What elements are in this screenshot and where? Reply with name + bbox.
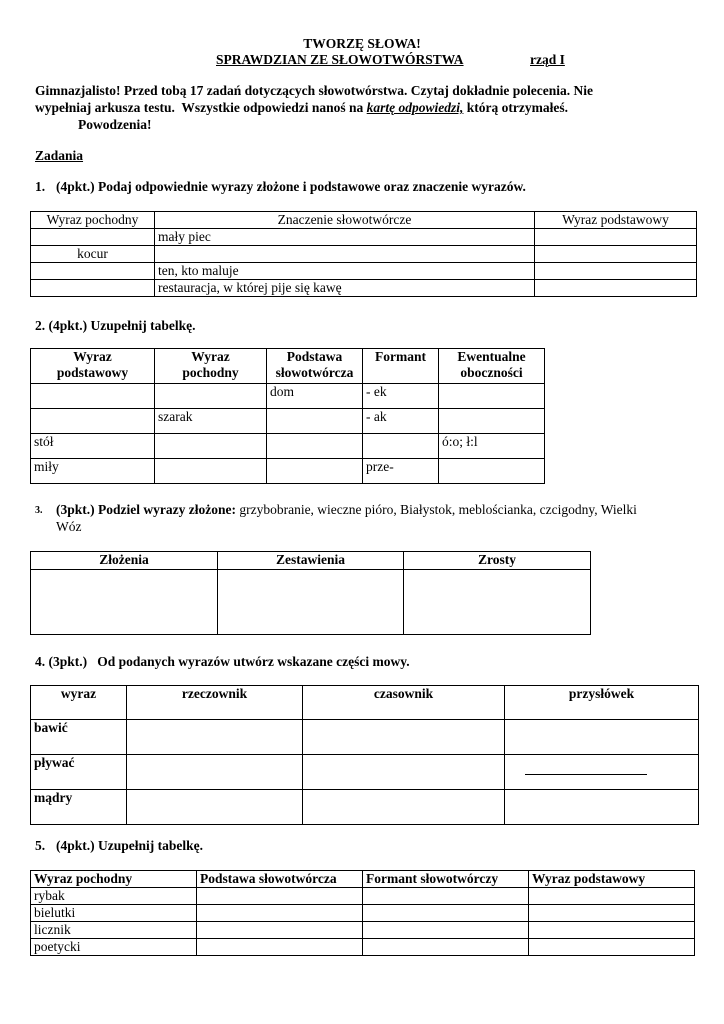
table-cell[interactable] — [127, 790, 303, 825]
table-cell: szarak — [155, 409, 267, 434]
task2-header: Ewentualne oboczności — [439, 349, 545, 384]
task5-header: Wyraz podstawowy — [529, 871, 695, 888]
task1-header: Wyraz pochodny — [31, 212, 155, 229]
task3-number: 3. — [35, 505, 43, 516]
task4-table — [30, 685, 699, 825]
task4-header: rzeczownik — [127, 686, 303, 720]
task4-header: przysłówek — [505, 686, 699, 720]
task2-header: Wyraz podstawowy — [31, 349, 155, 384]
task2-header: Formant — [363, 349, 439, 384]
table-cell[interactable] — [155, 246, 535, 263]
table-cell[interactable] — [303, 720, 505, 755]
table-cell[interactable] — [267, 434, 363, 459]
table-cell[interactable] — [197, 939, 363, 956]
table-row — [31, 459, 545, 484]
table-cell: prze- — [363, 459, 439, 484]
task4-header: wyraz — [31, 686, 127, 720]
table-cell: kocur — [31, 246, 155, 263]
table-cell: pływać — [31, 755, 127, 790]
task2-header: Podstawa słowotwórcza — [267, 349, 363, 384]
table-cell[interactable] — [505, 755, 699, 790]
answer-line — [525, 774, 647, 775]
table-cell[interactable] — [267, 459, 363, 484]
table-row — [31, 434, 545, 459]
task5-header: Formant słowotwórczy — [363, 871, 529, 888]
task1-instruction: (4pkt.) Podaj odpowiednie wyrazy złożone i podstawowe oraz znaczenie wyrazów. — [56, 179, 526, 194]
task4-header: czasownik — [303, 686, 505, 720]
table-row — [31, 790, 699, 825]
table-cell[interactable] — [155, 384, 267, 409]
task5-instruction: (4pkt.) Uzupełnij tabelkę. — [56, 838, 204, 853]
table-cell: miły — [31, 459, 155, 484]
table-cell: stół — [31, 434, 155, 459]
table-cell[interactable] — [529, 888, 695, 905]
table-cell[interactable] — [535, 263, 697, 280]
table-cell[interactable] — [439, 384, 545, 409]
page-subtitle: SPRAWDZIAN ZE SŁOWOTWÓRSTWA — [216, 52, 464, 67]
table-cell[interactable] — [529, 922, 695, 939]
table-cell[interactable] — [31, 570, 218, 635]
table-cell: bawić — [31, 720, 127, 755]
table-cell: poetycki — [31, 939, 197, 956]
table-cell[interactable] — [363, 922, 529, 939]
intro-line-2 — [35, 100, 568, 116]
table-row — [31, 720, 699, 755]
task3-words-line2: Wóz — [56, 519, 82, 534]
table-cell[interactable] — [363, 905, 529, 922]
table-row — [31, 939, 695, 956]
task3-header: Zestawienia — [218, 552, 404, 570]
task5-header: Podstawa słowotwórcza — [197, 871, 363, 888]
table-cell[interactable] — [505, 790, 699, 825]
table-row — [31, 922, 695, 939]
table-row — [31, 246, 697, 263]
table-cell[interactable] — [529, 905, 695, 922]
table-cell[interactable] — [155, 434, 267, 459]
answer-card-reference: kartę odpowiedzi, — [366, 100, 464, 115]
table-cell[interactable] — [363, 939, 529, 956]
table-cell: - ek — [363, 384, 439, 409]
table-cell[interactable] — [303, 790, 505, 825]
table-cell: mądry — [31, 790, 127, 825]
task5-table — [30, 870, 695, 956]
task3-header: Złożenia — [31, 552, 218, 570]
task1-header: Znaczenie słowotwórcze — [155, 212, 535, 229]
table-cell[interactable] — [363, 434, 439, 459]
intro-line-3: Powodzenia! — [78, 117, 152, 132]
table-cell[interactable] — [127, 755, 303, 790]
table-cell[interactable] — [197, 888, 363, 905]
table-row — [31, 888, 695, 905]
task3-instruction — [56, 502, 637, 518]
table-cell[interactable] — [197, 905, 363, 922]
table-row — [31, 755, 699, 790]
task1-table — [30, 211, 697, 297]
table-cell[interactable] — [31, 229, 155, 246]
table-cell[interactable] — [197, 922, 363, 939]
table-cell[interactable] — [535, 280, 697, 297]
task1-header: Wyraz podstawowy — [535, 212, 697, 229]
table-cell[interactable] — [363, 888, 529, 905]
table-cell: - ak — [363, 409, 439, 434]
table-cell[interactable] — [505, 720, 699, 755]
page-title: TWORZĘ SŁOWA! — [303, 36, 421, 51]
table-row — [31, 570, 591, 635]
table-cell[interactable] — [31, 384, 155, 409]
table-cell[interactable] — [303, 755, 505, 790]
table-cell[interactable] — [535, 246, 697, 263]
task5-header: Wyraz pochodny — [31, 871, 197, 888]
task1-number: 1. — [35, 179, 46, 194]
task2-instruction: 2. (4pkt.) Uzupełnij tabelkę. — [35, 318, 196, 333]
table-row — [31, 384, 545, 409]
table-cell[interactable] — [31, 280, 155, 297]
table-cell: dom — [267, 384, 363, 409]
table-cell: restauracja, w której pije się kawę — [155, 280, 535, 297]
table-cell[interactable] — [218, 570, 404, 635]
table-cell: mały piec — [155, 229, 535, 246]
task3-header: Zrosty — [404, 552, 591, 570]
table-row — [31, 280, 697, 297]
table-row — [31, 409, 545, 434]
intro-line-2-a: wypełniaj arkusza testu. Wszystkie odpowiedzi nanoś na — [35, 100, 367, 115]
table-row — [31, 905, 695, 922]
table-row — [31, 229, 697, 246]
table-cell: rybak — [31, 888, 197, 905]
task4-instruction: 4. (3pkt.) Od podanych wyrazów utwórz wskazane części mowy. — [35, 654, 410, 669]
intro-line-2-c: którą otrzymałeś. — [463, 100, 569, 115]
table-cell[interactable] — [31, 409, 155, 434]
task2-table — [30, 348, 545, 484]
task3-label: (3pkt.) Podziel wyrazy złożone: — [56, 502, 236, 517]
table-cell[interactable] — [439, 409, 545, 434]
table-cell[interactable] — [529, 939, 695, 956]
intro-line-1: Gimnazjalisto! Przed tobą 17 zadań dotyczących słowotwórstwa. Czytaj dokładnie polecenia. Nie — [35, 83, 593, 98]
table-cell[interactable] — [127, 720, 303, 755]
table-cell: ó:o; ł:l — [439, 434, 545, 459]
task5-number: 5. — [35, 838, 46, 853]
row-label: rząd I — [530, 52, 565, 67]
table-cell[interactable] — [155, 459, 267, 484]
table-cell: licznik — [31, 922, 197, 939]
table-cell[interactable] — [31, 263, 155, 280]
table-cell: ten, kto maluje — [155, 263, 535, 280]
table-cell[interactable] — [267, 409, 363, 434]
task2-header: Wyraz pochodny — [155, 349, 267, 384]
table-row — [31, 263, 697, 280]
table-cell[interactable] — [404, 570, 591, 635]
table-cell: bielutki — [31, 905, 197, 922]
task3-words: grzybobranie, wieczne pióro, Białystok, meblościanka, czcigodny, Wielki — [235, 502, 637, 517]
task3-table — [30, 551, 591, 635]
table-cell[interactable] — [439, 459, 545, 484]
table-cell[interactable] — [535, 229, 697, 246]
tasks-heading: Zadania — [35, 148, 84, 163]
